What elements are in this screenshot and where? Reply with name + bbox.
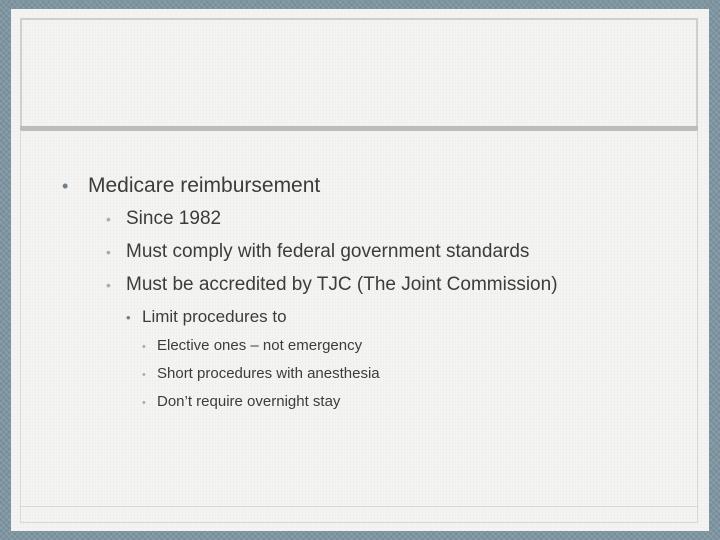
bullet-text: Since 1982 bbox=[126, 208, 222, 229]
bullet-level2 bbox=[106, 208, 558, 241]
bullet-dot-icon: • bbox=[142, 369, 146, 381]
bullet-level4 bbox=[142, 393, 594, 421]
bullet-list bbox=[62, 174, 558, 421]
footer-divider bbox=[20, 506, 698, 507]
bullet-dot-icon: • bbox=[62, 176, 69, 196]
bullet-level3 bbox=[126, 307, 578, 337]
bullet-text: Don’t require overnight stay bbox=[157, 393, 341, 410]
bullet-text: Must be accredited by TJC (The Joint Commission) bbox=[126, 274, 558, 295]
bullet-text: Short procedures with anesthesia bbox=[157, 365, 380, 382]
bullet-dot-icon: • bbox=[106, 277, 111, 293]
bullet-level4 bbox=[142, 365, 594, 393]
title-placeholder bbox=[20, 18, 698, 128]
bullet-level2 bbox=[106, 241, 558, 274]
bullet-level2 bbox=[106, 274, 558, 307]
bullet-level4 bbox=[142, 337, 594, 365]
bullet-text: Must comply with federal government standards bbox=[126, 241, 530, 262]
bullet-text: Limit procedures to bbox=[142, 307, 287, 326]
bullet-dot-icon: • bbox=[106, 244, 111, 260]
bullet-dot-icon: • bbox=[142, 397, 146, 409]
bullet-level1 bbox=[62, 174, 514, 208]
bullet-dot-icon: • bbox=[142, 341, 146, 353]
bullet-text: Elective ones – not emergency bbox=[157, 337, 363, 354]
bullet-dot-icon: • bbox=[126, 310, 131, 325]
bullet-dot-icon: • bbox=[106, 211, 111, 227]
bullet-text: Medicare reimbursement bbox=[88, 174, 321, 197]
